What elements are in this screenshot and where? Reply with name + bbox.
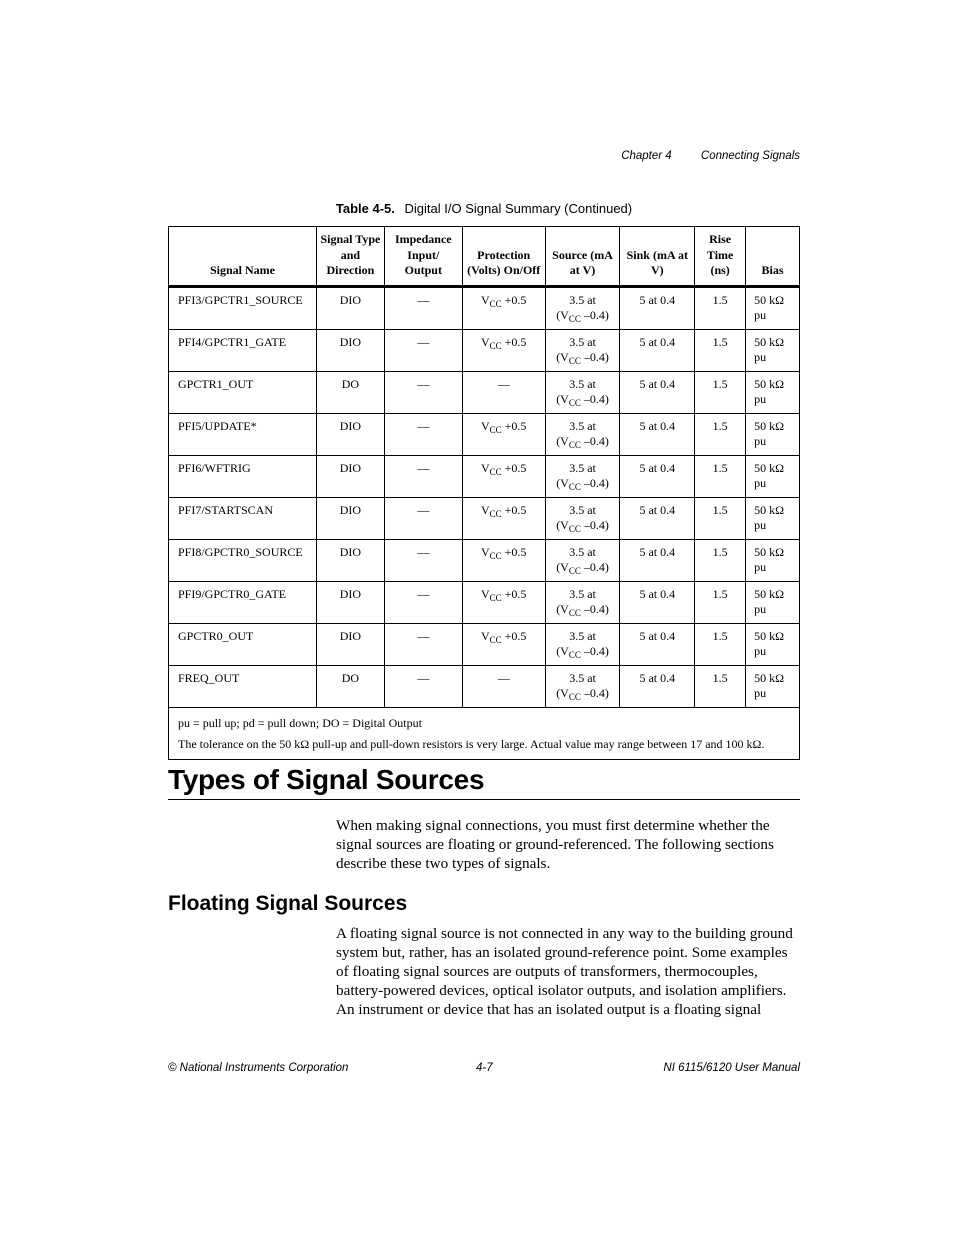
signal-type-cell — [316, 665, 384, 707]
rise-time-value: 1.5 — [712, 628, 728, 643]
source-cell — [545, 497, 620, 539]
table-row — [169, 665, 800, 707]
subsection-paragraph: A floating signal source is not connected in any way to the building ground system but, rather, has an isolated ground-reference point. Some examples of floating signal sources are outputs of transformers, thermocouples, battery-powered devices, optical isolator outputs, and isolation amplifiers. An instrument or device that has an isolated output is a floating signal — [336, 925, 793, 1018]
subscript: CC — [568, 608, 581, 618]
subsection-heading: Floating Signal Sources — [168, 892, 408, 915]
impedance-value: — — [417, 292, 430, 307]
table-row — [169, 497, 800, 539]
impedance-cell — [384, 581, 462, 623]
signal-type: DO — [341, 670, 360, 685]
rise-time-value: 1.5 — [712, 586, 728, 601]
source-voltage: –0.4) — [580, 434, 609, 448]
impedance-cell — [384, 455, 462, 497]
signal-name: PFI8/GPCTR0_SOURCE — [178, 544, 303, 559]
bias-type: pu — [754, 560, 767, 574]
source-symbol: (V — [556, 560, 569, 574]
source-symbol: (V — [556, 602, 569, 616]
bias-cell — [746, 623, 800, 665]
source-cell — [545, 329, 620, 371]
subscript: CC — [489, 340, 502, 351]
table-caption-label: Table 4-5. — [335, 201, 395, 216]
bias-type: pu — [754, 392, 767, 406]
rise-time-value: 1.5 — [712, 544, 728, 559]
source-cell — [545, 287, 620, 329]
subscript: CC — [568, 398, 581, 408]
sink-cell — [620, 329, 695, 371]
impedance-value: — — [417, 586, 430, 601]
table-row — [169, 623, 800, 665]
table-caption-text: Digital I/O Signal Summary (Continued) — [404, 201, 633, 216]
signal-name: PFI3/GPCTR1_SOURCE — [178, 292, 303, 307]
source-voltage: –0.4) — [580, 644, 609, 658]
protection-cell — [462, 581, 545, 623]
sink-cell — [620, 455, 695, 497]
impedance-value: — — [417, 376, 430, 391]
source-voltage: –0.4) — [580, 602, 609, 616]
source-value: 3.5 at — [569, 544, 596, 559]
impedance-value: — — [417, 460, 430, 475]
subscript: CC — [568, 692, 581, 702]
subscript: CC — [568, 566, 581, 576]
source-cell — [545, 623, 620, 665]
protection-cell — [462, 665, 545, 707]
signal-name: FREQ_OUT — [178, 670, 240, 685]
table-body — [169, 286, 800, 708]
sink-value: 5 at 0.4 — [639, 418, 676, 433]
impedance-value: — — [417, 544, 430, 559]
source-cell — [545, 371, 620, 413]
source-value: 3.5 at — [569, 334, 596, 349]
signal-type-cell — [316, 539, 384, 581]
signal-type: DIO — [339, 460, 362, 475]
bias-cell — [746, 581, 800, 623]
table-row — [169, 413, 800, 455]
protection-cell — [462, 371, 545, 413]
protection-value: +0.5 — [504, 292, 527, 307]
sink-value: 5 at 0.4 — [639, 292, 676, 307]
impedance-value: — — [417, 670, 430, 685]
digital-io-signal-table — [168, 226, 800, 760]
column-header: Bias — [746, 227, 800, 286]
bias-type: pu — [754, 434, 767, 448]
protection-symbol: V — [480, 544, 490, 559]
sink-value: 5 at 0.4 — [639, 628, 676, 643]
source-voltage: –0.4) — [580, 392, 609, 406]
bias-value: 50 kΩ — [754, 376, 784, 391]
bias-type: pu — [754, 350, 767, 364]
signal-type: DIO — [339, 334, 362, 349]
protection-symbol: V — [480, 502, 490, 517]
impedance-cell — [384, 329, 462, 371]
table-notes-row — [169, 707, 800, 759]
bias-value: 50 kΩ — [754, 460, 784, 475]
source-symbol: (V — [556, 476, 569, 490]
column-header: Sink (mA at V) — [620, 227, 695, 286]
source-voltage: –0.4) — [580, 518, 609, 532]
subscript: CC — [489, 634, 502, 645]
signal-name: PFI6/WFTRIG — [178, 460, 251, 475]
rise-time-value: 1.5 — [712, 670, 728, 685]
subscript: CC — [568, 524, 581, 534]
signal-name: GPCTR1_OUT — [178, 376, 254, 391]
source-symbol: (V — [556, 392, 569, 406]
subscript: CC — [568, 440, 581, 450]
protection-value: +0.5 — [504, 334, 527, 349]
rise-time-cell — [695, 329, 746, 371]
signal-name: PFI9/GPCTR0_GATE — [178, 586, 287, 601]
bias-cell — [746, 665, 800, 707]
signal-type-cell — [316, 413, 384, 455]
protection-cell — [462, 497, 545, 539]
protection-value: +0.5 — [504, 460, 527, 475]
protection-cell — [462, 455, 545, 497]
signal-type-cell — [316, 371, 384, 413]
subscript: CC — [489, 592, 502, 603]
source-voltage: –0.4) — [580, 560, 609, 574]
source-voltage: –0.4) — [580, 308, 609, 322]
signal-name-cell — [169, 329, 317, 371]
source-value: 3.5 at — [569, 460, 596, 475]
source-value: 3.5 at — [569, 502, 596, 517]
sink-value: 5 at 0.4 — [639, 376, 676, 391]
bias-cell — [746, 497, 800, 539]
protection-cell — [462, 329, 545, 371]
bias-type: pu — [754, 602, 767, 616]
signal-name: PFI7/STARTSCAN — [178, 502, 274, 517]
source-value: 3.5 at — [569, 292, 596, 307]
source-value: 3.5 at — [569, 628, 596, 643]
subscript: CC — [568, 482, 581, 492]
signal-name-cell — [169, 287, 317, 329]
table-note: pu = pull up; pd = pull down; DO = Digital Output — [178, 715, 422, 730]
rise-time-cell — [695, 497, 746, 539]
protection-value: — — [497, 670, 510, 685]
sink-value: 5 at 0.4 — [639, 334, 676, 349]
bias-cell — [746, 287, 800, 329]
protection-symbol: V — [480, 460, 490, 475]
source-voltage: –0.4) — [580, 476, 609, 490]
protection-value: — — [497, 376, 510, 391]
rise-time-cell — [695, 623, 746, 665]
impedance-cell — [384, 287, 462, 329]
section-heading: Types of Signal Sources — [168, 764, 800, 800]
rise-time-cell — [695, 455, 746, 497]
bias-type: pu — [754, 518, 767, 532]
bias-value: 50 kΩ — [754, 418, 784, 433]
rise-time-cell — [695, 539, 746, 581]
source-cell — [545, 665, 620, 707]
sink-value: 5 at 0.4 — [639, 670, 676, 685]
protection-value: +0.5 — [504, 544, 527, 559]
subscript: CC — [568, 314, 581, 324]
impedance-cell — [384, 539, 462, 581]
subscript: CC — [489, 550, 502, 561]
source-symbol: (V — [556, 350, 569, 364]
sink-cell — [620, 623, 695, 665]
signal-type-cell — [316, 455, 384, 497]
sink-value: 5 at 0.4 — [639, 502, 676, 517]
column-header: Impedance Input/ Output — [384, 227, 462, 286]
rise-time-cell — [695, 665, 746, 707]
protection-symbol: V — [480, 334, 490, 349]
source-symbol: (V — [556, 308, 569, 322]
sink-value: 5 at 0.4 — [639, 460, 676, 475]
protection-cell — [462, 623, 545, 665]
protection-cell — [462, 287, 545, 329]
source-symbol: (V — [556, 644, 569, 658]
bias-value: 50 kΩ — [754, 544, 784, 559]
impedance-cell — [384, 371, 462, 413]
table-note: The tolerance on the 50 kΩ pull-up and pull-down resistors is very large. Actual value may range between 17 and 100 kΩ. — [178, 736, 765, 751]
source-voltage: –0.4) — [580, 350, 609, 364]
signal-name-cell — [169, 623, 317, 665]
signal-name-cell — [169, 539, 317, 581]
column-header: Protection (Volts) On/Off — [462, 227, 545, 286]
signal-type: DO — [341, 376, 360, 391]
bias-cell — [746, 371, 800, 413]
signal-name-cell — [169, 665, 317, 707]
bias-type: pu — [754, 686, 767, 700]
protection-cell — [462, 413, 545, 455]
signal-type: DIO — [339, 502, 362, 517]
bias-type: pu — [754, 308, 767, 322]
page-number: 4-7 — [476, 1062, 493, 1074]
signal-type-cell — [316, 581, 384, 623]
signal-name: PFI5/UPDATE* — [178, 418, 257, 433]
source-symbol: (V — [556, 434, 569, 448]
footer-copyright: © National Instruments Corporation — [168, 1062, 349, 1074]
impedance-value: — — [417, 418, 430, 433]
bias-value: 50 kΩ — [754, 502, 784, 517]
protection-value: +0.5 — [504, 418, 527, 433]
signal-type-cell — [316, 287, 384, 329]
protection-value: +0.5 — [504, 628, 527, 643]
sink-cell — [620, 371, 695, 413]
subscript: CC — [489, 298, 502, 309]
signal-name-cell — [169, 455, 317, 497]
sink-cell — [620, 287, 695, 329]
rise-time-value: 1.5 — [712, 334, 728, 349]
source-cell — [545, 539, 620, 581]
bias-cell — [746, 539, 800, 581]
impedance-cell — [384, 623, 462, 665]
subscript: CC — [568, 650, 581, 660]
rise-time-value: 1.5 — [712, 418, 728, 433]
bias-cell — [746, 455, 800, 497]
bias-value: 50 kΩ — [754, 670, 784, 685]
subscript: CC — [489, 508, 502, 519]
column-header: Rise Time (ns) — [695, 227, 746, 286]
rise-time-value: 1.5 — [712, 502, 728, 517]
rise-time-cell — [695, 371, 746, 413]
rise-time-cell — [695, 581, 746, 623]
impedance-cell — [384, 413, 462, 455]
bias-value: 50 kΩ — [754, 292, 784, 307]
source-value: 3.5 at — [569, 670, 596, 685]
signal-type-cell — [316, 497, 384, 539]
source-value: 3.5 at — [569, 586, 596, 601]
bias-value: 50 kΩ — [754, 334, 784, 349]
table-header-row — [169, 227, 800, 286]
rise-time-cell — [695, 287, 746, 329]
source-symbol: (V — [556, 518, 569, 532]
signal-name: PFI4/GPCTR1_GATE — [178, 334, 287, 349]
bias-value: 50 kΩ — [754, 628, 784, 643]
signal-type: DIO — [339, 586, 362, 601]
sink-cell — [620, 539, 695, 581]
subscript: CC — [568, 356, 581, 366]
signal-name-cell — [169, 371, 317, 413]
impedance-cell — [384, 497, 462, 539]
rise-time-value: 1.5 — [712, 460, 728, 475]
column-header: Signal Type and Direction — [316, 227, 384, 286]
chapter-label: Chapter 4 — [621, 150, 672, 162]
table-row — [169, 455, 800, 497]
sink-cell — [620, 665, 695, 707]
footer-manual-title: NI 6115/6120 User Manual — [663, 1062, 800, 1074]
running-header — [621, 150, 800, 162]
rise-time-value: 1.5 — [712, 376, 728, 391]
sink-cell — [620, 581, 695, 623]
bias-value: 50 kΩ — [754, 586, 784, 601]
subscript: CC — [489, 466, 502, 477]
source-value: 3.5 at — [569, 376, 596, 391]
rise-time-cell — [695, 413, 746, 455]
section-intro-paragraph: When making signal connections, you must first determine whether the signal sources are floating or ground-referenced. The following sections describe these two types of signals. — [336, 817, 774, 872]
table-notes — [169, 707, 800, 759]
protection-symbol: V — [480, 628, 490, 643]
sink-cell — [620, 413, 695, 455]
signal-name-cell — [169, 413, 317, 455]
protection-cell — [462, 539, 545, 581]
table-caption — [168, 201, 800, 216]
protection-value: +0.5 — [504, 586, 527, 601]
bias-type: pu — [754, 476, 767, 490]
signal-type: DIO — [339, 628, 362, 643]
sink-value: 5 at 0.4 — [639, 544, 676, 559]
protection-symbol: V — [480, 418, 490, 433]
protection-symbol: V — [480, 292, 490, 307]
table-row — [169, 287, 800, 329]
signal-name: GPCTR0_OUT — [178, 628, 254, 643]
source-value: 3.5 at — [569, 418, 596, 433]
sink-cell — [620, 497, 695, 539]
impedance-value: — — [417, 502, 430, 517]
signal-type: DIO — [339, 544, 362, 559]
signal-type: DIO — [339, 292, 362, 307]
rise-time-value: 1.5 — [712, 292, 728, 307]
column-header: Signal Name — [169, 227, 317, 286]
table-row — [169, 329, 800, 371]
signal-name-cell — [169, 581, 317, 623]
subscript: CC — [489, 424, 502, 435]
column-header: Source (mA at V) — [545, 227, 620, 286]
table-row — [169, 539, 800, 581]
signal-name-cell — [169, 497, 317, 539]
source-cell — [545, 455, 620, 497]
table-row — [169, 581, 800, 623]
impedance-cell — [384, 665, 462, 707]
signal-type-cell — [316, 329, 384, 371]
source-symbol: (V — [556, 686, 569, 700]
bias-cell — [746, 413, 800, 455]
impedance-value: — — [417, 628, 430, 643]
bias-cell — [746, 329, 800, 371]
protection-value: +0.5 — [504, 502, 527, 517]
signal-type: DIO — [339, 418, 362, 433]
table-row — [169, 371, 800, 413]
signal-type-cell — [316, 623, 384, 665]
protection-symbol: V — [480, 586, 490, 601]
chapter-title: Connecting Signals — [700, 150, 800, 162]
sink-value: 5 at 0.4 — [639, 586, 676, 601]
source-cell — [545, 413, 620, 455]
impedance-value: — — [417, 334, 430, 349]
source-cell — [545, 581, 620, 623]
source-voltage: –0.4) — [580, 686, 609, 700]
bias-type: pu — [754, 644, 767, 658]
